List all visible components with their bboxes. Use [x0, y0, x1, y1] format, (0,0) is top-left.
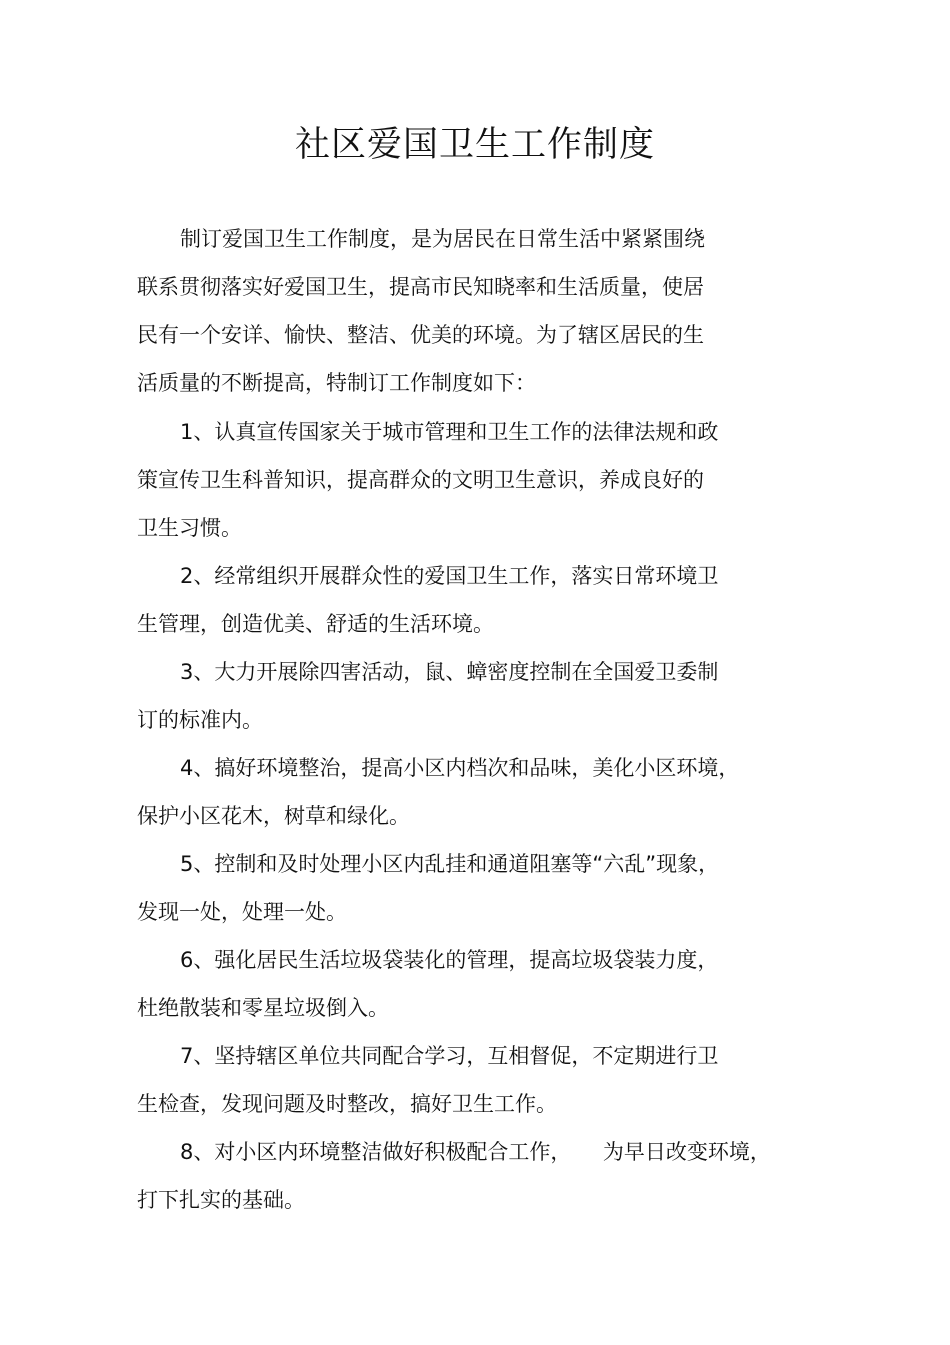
item-4-line-1: 4、搞好环境整治，提高小区内档次和品味，美化小区环境，	[180, 756, 740, 780]
item-5-line-1: 5、控制和及时处理小区内乱挂和通道阻塞等“六乱”现象，	[180, 852, 720, 876]
item-1-line-1: 1、认真宣传国家关于城市管理和卫生工作的法律法规和政	[180, 420, 719, 444]
item-7-line-2: 生检查，发现问题及时整改，搞好卫生工作。	[137, 1092, 557, 1116]
item-6-line-2: 杜绝散装和零星垃圾倒入。	[137, 996, 389, 1020]
item-3-line-1: 3、大力开展除四害活动，鼠、蟑密度控制在全国爱卫委制	[180, 660, 719, 684]
item-1-line-3: 卫生习惯。	[137, 516, 242, 540]
item-6-line-1: 6、强化居民生活垃圾袋装化的管理，提高垃圾袋装力度，	[180, 948, 719, 972]
intro-line-4: 活质量的不断提高，特制订工作制度如下：	[137, 371, 536, 395]
item-8-line-2: 打下扎实的基础。	[137, 1188, 305, 1212]
item-4-line-2: 保护小区花木，树草和绿化。	[137, 804, 410, 828]
item-8-line-1: 8、对小区内环境整洁做好积极配合工作， 为早日改变环境，	[180, 1140, 771, 1164]
item-1-line-2: 策宣传卫生科普知识，提高群众的文明卫生意识，养成良好的	[137, 468, 704, 492]
item-2-line-2: 生管理，创造优美、舒适的生活环境。	[137, 612, 494, 636]
intro-line-3: 民有一个安详、愉快、整洁、优美的环境。为了辖区居民的生	[137, 323, 704, 347]
intro-line-1: 制订爱国卫生工作制度，是为居民在日常生活中紧紧围绕	[180, 227, 705, 251]
item-5-line-2: 发现一处，处理一处。	[137, 900, 347, 924]
item-2-line-1: 2、经常组织开展群众性的爱国卫生工作，落实日常环境卫	[180, 564, 719, 588]
item-3-line-2: 订的标准内。	[137, 708, 263, 732]
intro-line-2: 联系贯彻落实好爱国卫生，提高市民知晓率和生活质量，使居	[137, 275, 704, 299]
item-7-line-1: 7、坚持辖区单位共同配合学习，互相督促，不定期进行卫	[180, 1044, 719, 1068]
document-title: 社区爱国卫生工作制度	[294, 125, 655, 165]
